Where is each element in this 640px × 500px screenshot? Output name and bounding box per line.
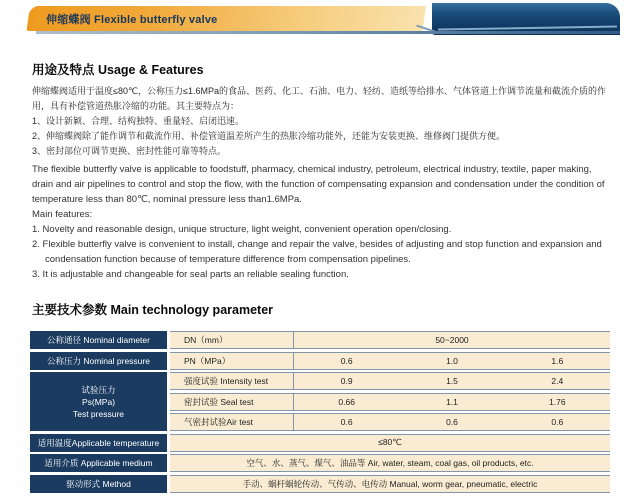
cn-feature-2: 2、伸缩蝶阀除了能作调节和截流作用、补偿管道温差所产生的热胀冷缩功能外，还能为安装更换、维修阀门提供方便。 (32, 131, 506, 141)
row-header-applicable-medium: 适用介质 Applicable medium (30, 454, 167, 472)
value-air-2: 0.6 (399, 413, 504, 431)
value-pn-2: 1.0 (399, 352, 504, 370)
test-pressure-label-cn: 试验压力 (81, 384, 116, 395)
usage-chinese-block (32, 84, 612, 159)
usage-english-paragraph: The flexible butterfly valve is applicable to foodstuff, pharmacy, chemical industry, petroleum, electrical industry, textile, paper making, drain and air pipelines to control and stop the flow, with the function of compensating expansion and condensation under the condition of temperature less than 80℃, nominal pressure less than1.6MPa. (32, 164, 605, 205)
sub-label-dn: DN（mm） (170, 331, 294, 349)
en-feature-1: 1. Novelty and reasonable design, unique structure, light weight, convenient operation open/closing. (32, 224, 452, 235)
value-pn-3: 1.6 (505, 352, 610, 370)
value-drive-method: 手动、蜗杆蜗轮传动、气传动、电传动 Manual, worm gear, pneumatic, electric (170, 475, 610, 493)
parameters-table (30, 331, 610, 493)
usage-english-block (32, 162, 612, 282)
value-seal-2: 1.1 (399, 393, 504, 411)
sub-label-air-test: 气密封试验Air test (170, 413, 294, 431)
row-header-applicable-temperature: 适用温度Applicable temperature (30, 434, 167, 452)
value-applicable-temperature: ≤80℃ (170, 434, 610, 452)
row-header-nominal-diameter: 公称通径 Nominal diameter (30, 331, 167, 349)
sub-label-seal-test: 密封试验 Seal test (170, 393, 294, 411)
value-dn-range: 50~2000 (294, 331, 610, 349)
value-intensity-2: 1.5 (399, 372, 504, 390)
value-intensity-3: 2.4 (505, 372, 610, 390)
value-applicable-medium: 空气、水、蒸气、煤气、油品等 Air, water, steam, coal gas, oil products, etc. (170, 454, 610, 472)
page-title: 伸缩蝶阀 Flexible butterfly valve (46, 14, 218, 26)
value-pn-1: 0.6 (294, 352, 399, 370)
main-features-label: Main features: (32, 209, 93, 220)
value-air-3: 0.6 (505, 413, 610, 431)
test-pressure-label-ps: Ps(MPa) (81, 396, 116, 407)
cn-feature-1: 1、设计新颖、合理、结构独特、重量轻、启闭迅速。 (32, 116, 245, 126)
usage-chinese-paragraph: 伸缩蝶阀适用于温度≤80℃，公称压力≤1.6MPa的食品、医药、化工、石油、电力、轻纺、造纸等给排水、气体管道上作调节流量和截流介质的作用，具有补偿管道热胀冷缩的功能。其主要特点为： (32, 86, 607, 111)
test-pressure-label-en: Test pressure (72, 408, 125, 419)
en-feature-2: 2. Flexible butterfly valve is convenient to install, change and repair the valve, besides of adjusting and stop function and expansion and condensation function because of temperature difference from compensation pipelines. (32, 239, 602, 265)
sub-label-pn: PN（MPa） (170, 352, 294, 370)
row-header-nominal-pressure: 公称压力 Nominal pressure (30, 352, 167, 370)
en-feature-3: 3. It is adjustable and changeable for seal parts an reliable sealing function. (32, 269, 349, 280)
banner-underline (36, 31, 620, 34)
sub-label-intensity-test: 强度试验 Intensity test (170, 372, 294, 390)
parameters-heading: 主要技术参数 Main technology parameter (32, 303, 274, 317)
banner-blue-stripe (438, 25, 617, 30)
value-intensity-1: 0.9 (294, 372, 399, 390)
usage-features-heading: 用途及特点 Usage & Features (32, 63, 204, 77)
value-seal-3: 1.76 (505, 393, 610, 411)
row-header-test-pressure (30, 372, 167, 431)
cn-feature-3: 3、密封部位可调节更换、密封性能可靠等特点。 (32, 146, 227, 156)
value-air-1: 0.6 (294, 413, 399, 431)
row-header-drive-method: 驱动形式 Method (30, 475, 167, 493)
value-seal-1: 0.66 (294, 393, 399, 411)
